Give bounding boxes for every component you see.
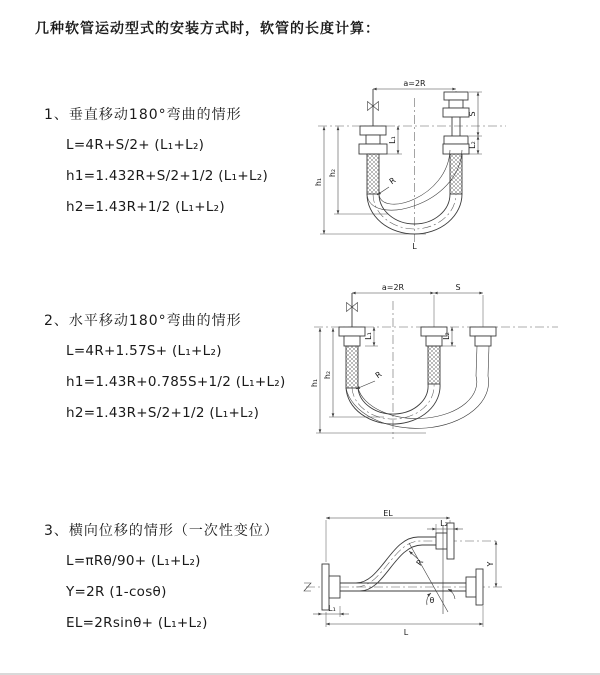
radius-callout [409, 551, 425, 567]
braided-hose-left [367, 154, 379, 194]
page-title: 几种软管运动型式的安装方式时，软管的长度计算： [35, 21, 380, 37]
dimension-l1 [364, 327, 378, 346]
label-length: L [412, 242, 417, 251]
valve-icon [368, 89, 379, 126]
formula-length: L=πRθ/90+ (L₁+L₂) [66, 553, 201, 569]
label-theta: θ [429, 596, 435, 605]
label-stroke-s: S [468, 111, 477, 117]
radius-callout [356, 369, 384, 389]
label-l1: L₁ [328, 604, 336, 613]
dimension-l2 [427, 519, 463, 534]
diagram-lateral-offset [298, 506, 598, 648]
braided-hose-right [450, 154, 462, 194]
radius-callout [377, 175, 398, 195]
formula-h1: h1=1.43R+0.785S+1/2 (L₁+L₂) [66, 374, 286, 390]
displaced-end-flange [436, 523, 454, 559]
braided-hose-left [346, 346, 358, 388]
label-el: EL [383, 509, 393, 518]
formula-h1: h1=1.432R+S/2+1/2 (L₁+L₂) [66, 168, 269, 184]
section-2 [44, 310, 286, 429]
dimension-l [326, 606, 483, 637]
dimension-l1 [387, 126, 402, 154]
valve-icon [347, 293, 358, 327]
dimension-el [326, 509, 450, 562]
u-bend-curves [346, 376, 489, 428]
dimension-stroke-s [468, 92, 482, 136]
formula-h2: h2=1.43R+S/2+1/2 (L₁+L₂) [66, 405, 260, 421]
label-stroke-s: S [455, 283, 461, 292]
dimension-span-a2r [373, 79, 456, 93]
moving-end-flange-position2 [470, 327, 496, 376]
label-y: Y [486, 561, 495, 567]
label-l2: L₂ [440, 519, 448, 528]
dimension-stroke-s [434, 283, 483, 327]
label-radius: R [414, 557, 426, 568]
label-l2: L₂ [468, 141, 477, 149]
label-h1: h₁ [314, 177, 323, 187]
section-1-heading: 1、垂直移动180°弯曲的情形 [44, 107, 242, 123]
dimension-h1 [310, 328, 426, 433]
label-length: L [403, 628, 409, 637]
braided-hose-middle [428, 346, 440, 384]
label-h2: h₂ [328, 168, 337, 178]
label-l1: L₁ [364, 332, 373, 340]
label-radius: R [387, 175, 398, 187]
label-span-a2r: a=2R [403, 79, 426, 88]
label-l1: L₁ [388, 136, 397, 144]
section-1 [44, 104, 268, 223]
label-h1: h₁ [310, 378, 319, 388]
dimension-y [486, 541, 496, 587]
fixed-end-flange [339, 327, 365, 346]
label-h2: h₂ [323, 370, 332, 380]
formula-h2: h2=1.43R+1/2 (L₁+L₂) [66, 199, 225, 215]
formula-length: L=4R+S/2+ (L₁+L₂) [66, 137, 205, 153]
fixed-end-flange [359, 126, 387, 154]
label-l2: L₂ [442, 332, 451, 340]
formula-el: EL=2Rsinθ+ (L₁+L₂) [66, 615, 208, 631]
section-2-heading: 2、水平移动180°弯曲的情形 [44, 313, 242, 329]
label-radius: R [373, 369, 384, 381]
formula-offset-y: Y=2R (1-cosθ) [66, 584, 167, 600]
diagram-horizontal-180-bend [306, 281, 570, 453]
dimension-span-a2r [352, 283, 434, 293]
original-end-flange [466, 569, 483, 605]
label-span-a2r: a=2R [381, 283, 405, 292]
section-3 [44, 520, 279, 639]
moving-end-pipe [443, 92, 469, 194]
section-3-heading: 3、横向位移的情形（一次性变位） [44, 523, 279, 539]
dimension-l1 [313, 604, 349, 617]
diagram-vertical-180-bend [308, 76, 560, 252]
formula-length: L=4R+1.57S+ (L₁+L₂) [66, 343, 222, 359]
